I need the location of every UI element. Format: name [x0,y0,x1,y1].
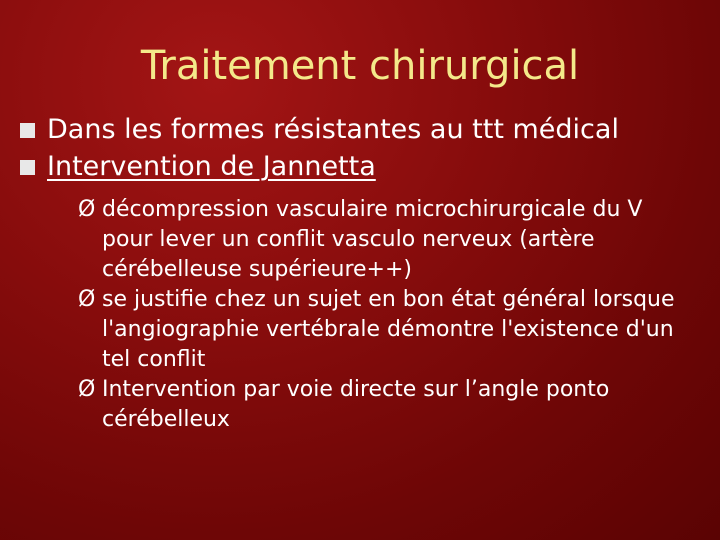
subbullet-list [78,195,688,435]
subbullet-text: se justifie chez un sujet en bon état général lorsque l'angiographie vertébrale démontre l'existence d'un tel conflit [102,287,675,372]
arrow-bullet-icon: Ø [78,377,96,402]
slide-title: Traitement chirurgical [140,43,580,89]
bullet-text: Intervention de Jannetta [47,151,376,182]
bullet-list [20,111,700,185]
subbullet-item [78,285,688,375]
bullet-item [20,148,700,185]
arrow-bullet-icon: Ø [78,197,96,222]
bullet-item [20,111,700,148]
subbullet-item [78,375,688,435]
square-bullet-icon [20,160,35,175]
subbullet-text: Intervention par voie directe sur l’angle ponto cérébelleux [102,377,610,432]
subbullet-item [78,195,688,285]
bullet-text: Dans les formes résistantes au ttt médical [47,114,619,145]
square-bullet-icon [20,123,35,138]
arrow-bullet-icon: Ø [78,287,96,312]
subbullet-text: décompression vasculaire microchirurgicale du V pour lever un conflit vasculo nerveux (artère cérébelleuse supérieure++) [102,197,643,282]
